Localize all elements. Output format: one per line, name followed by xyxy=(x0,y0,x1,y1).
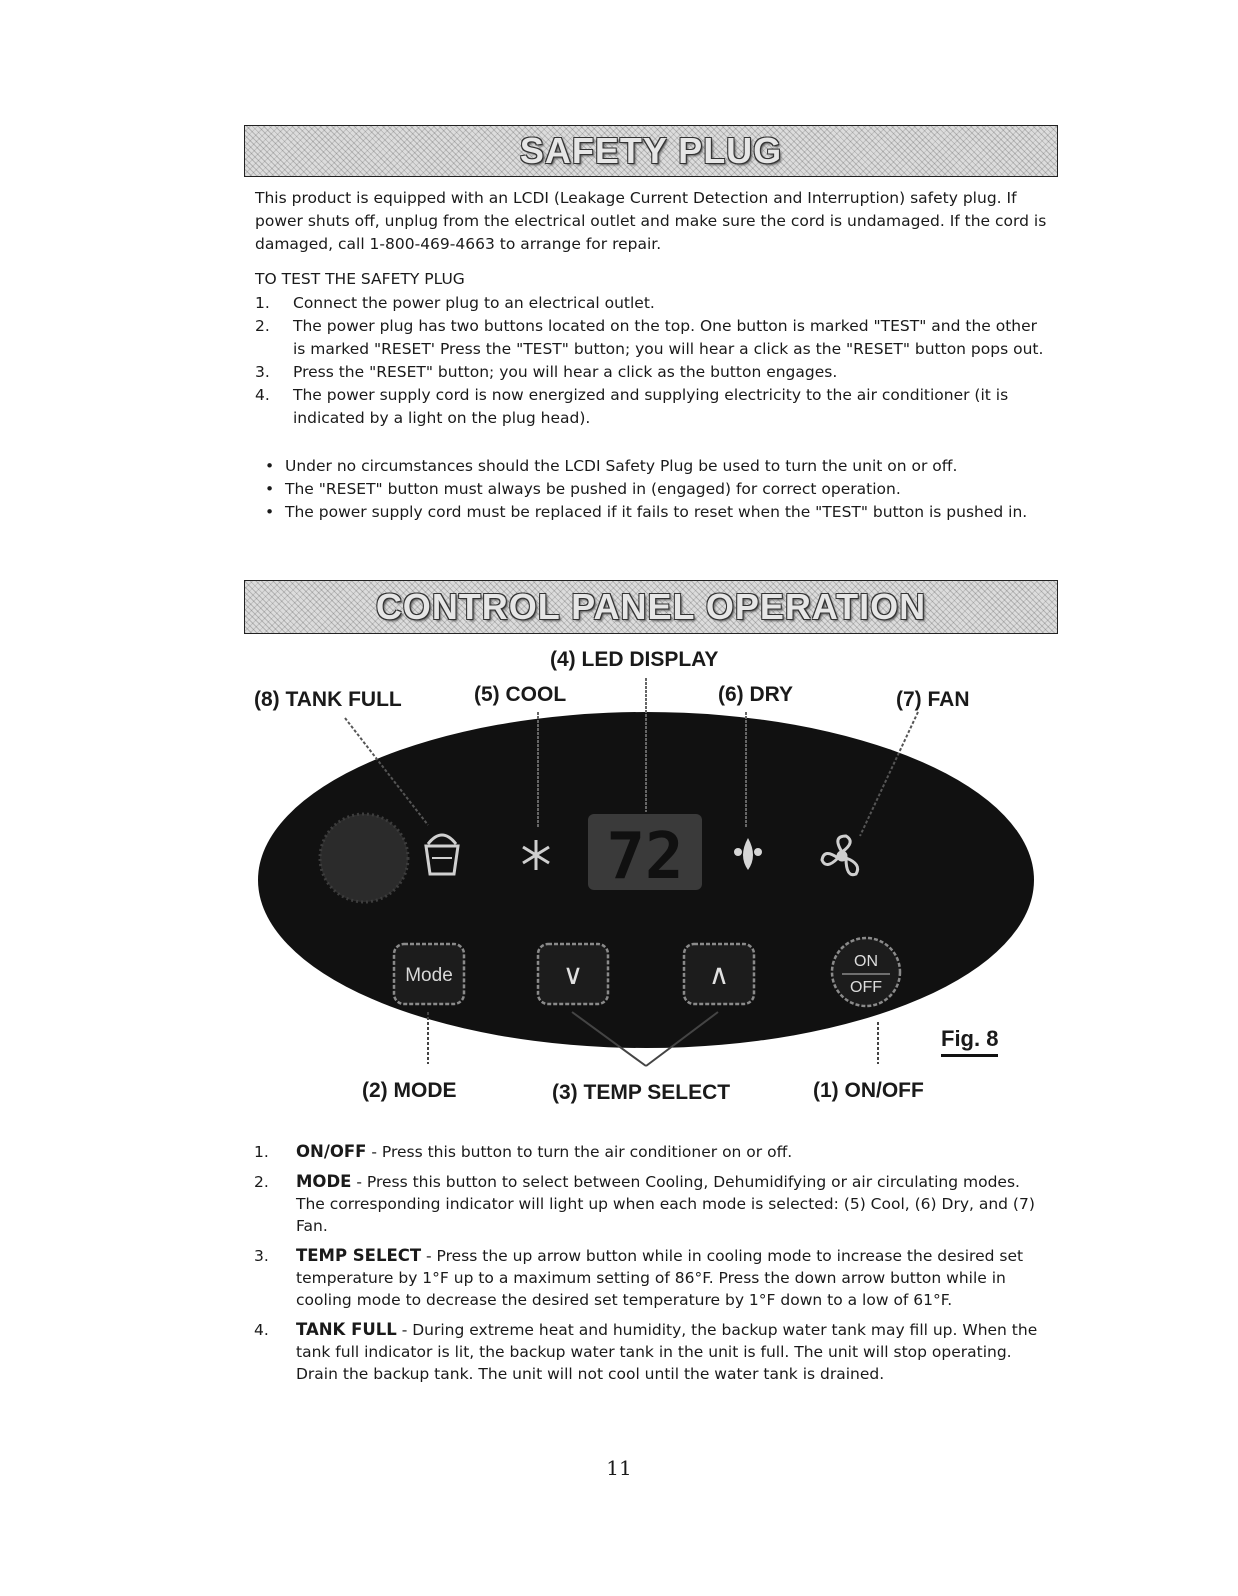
temp-down-button[interactable] xyxy=(538,944,608,1004)
mode-button-label: Mode xyxy=(405,965,453,986)
label-on-off: (1) ON/OFF xyxy=(813,1079,924,1102)
label-fan: (7) FAN xyxy=(896,688,970,711)
label-tank-full: (8) TANK FULL xyxy=(254,688,402,711)
test-heading: TO TEST THE SAFETY PLUG xyxy=(255,270,465,288)
on-off-button[interactable] xyxy=(832,938,900,1006)
control-panel-heading: CONTROL PANEL OPERATION xyxy=(375,586,927,627)
label-led-display: (4) LED DISPLAY xyxy=(550,648,719,671)
note-item: • The "RESET" button must always be pushed in (engaged) for correct operation. xyxy=(265,480,901,498)
led-display-value: 72 xyxy=(606,820,684,894)
off-label: OFF xyxy=(850,979,882,996)
label-dry: (6) DRY xyxy=(718,683,794,706)
test-step: 3. Press the "RESET" button; you will hear a click as the button engages. xyxy=(255,363,838,381)
note-item: • The power supply cord must be replaced if it fails to reset when the "TEST" button is pushed in. xyxy=(265,503,1028,521)
description-item: 3. TEMP SELECT - Press the up arrow button while in cooling mode to increase the desired set temperature by 1°F up to a maximum setting of 86°F. Press the down arrow button while in cooling mode to decrease the desired set temperature by 1°F down to a low of 61°F. xyxy=(254,1246,1024,1309)
page-number: 11 xyxy=(606,1456,632,1480)
description-item: 1. ON/OFF - Press this button to turn the air conditioner on or off. xyxy=(254,1142,793,1161)
on-label: ON xyxy=(854,953,878,970)
label-mode: (2) MODE xyxy=(362,1079,457,1102)
temp-up-button[interactable] xyxy=(684,944,754,1004)
label-cool: (5) COOL xyxy=(474,683,567,706)
safety-plug-heading: SAFETY PLUG xyxy=(519,130,783,171)
figure-label: Fig. 8 xyxy=(941,1026,998,1057)
safety-plug-intro: This product is equipped with an LCDI (Leakage Current Detection and Interruption) safety plug. If power shuts off, unplug from the electrical outlet and make sure the cord is undamaged. If the cord is damaged, call 1-800-469-4663 to arrange for repair. xyxy=(255,189,1047,253)
chevron-up-icon: ∧ xyxy=(708,959,730,990)
chevron-down-icon: ∨ xyxy=(562,959,584,990)
description-item: 2. MODE - Press this button to select between Cooling, Dehumidifying or air circulating modes. The corresponding indicator will light up when each mode is selected: (5) Cool, (6) Dry, and (7) Fan. xyxy=(254,1172,1035,1235)
test-step: 1. Connect the power plug to an electrical outlet. xyxy=(255,294,655,312)
note-item: • Under no circumstances should the LCDI Safety Plug be used to turn the unit on or off. xyxy=(265,457,958,475)
mode-button[interactable] xyxy=(394,944,464,1004)
label-temp-select: (3) TEMP SELECT xyxy=(552,1081,731,1104)
test-step: 2. The power plug has two buttons located on the top. One button is marked "TEST" and the other is marked "RESET' Press the "TEST" button; you will hear a click as the "RESET" button pops out. xyxy=(255,317,1044,358)
test-step: 4. The power supply cord is now energized and supplying electricity to the air conditioner (it is indicated by a light on the plug head). xyxy=(255,386,1009,427)
description-item: 4. TANK FULL - During extreme heat and humidity, the backup water tank may fill up. When the tank full indicator is lit, the backup water tank in the unit is full. The unit will stop operating. Drain the backup tank. The unit will not cool until the water tank is drained. xyxy=(254,1320,1038,1383)
control-descriptions xyxy=(254,1141,1046,1393)
